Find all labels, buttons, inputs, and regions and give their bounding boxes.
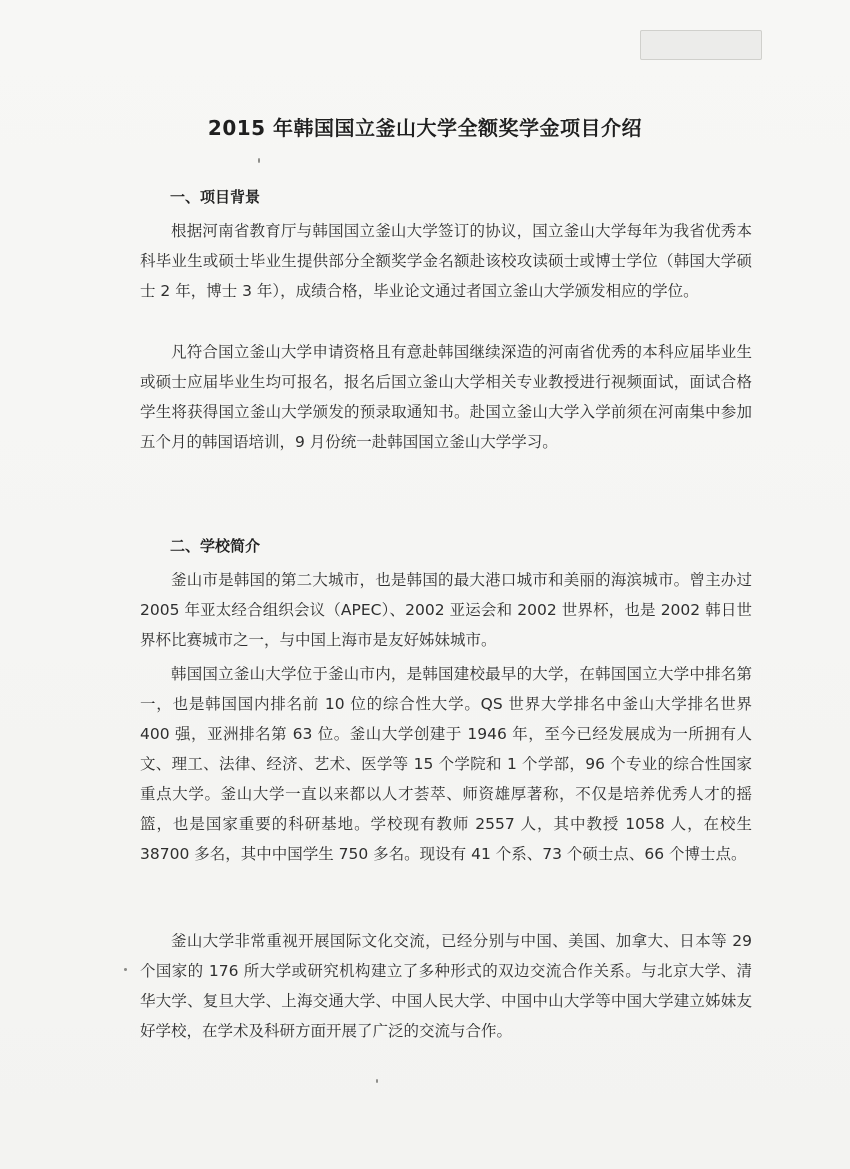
- scan-speck: [124, 968, 127, 971]
- paragraph-background-1: 根据河南省教育厅与韩国国立釜山大学签订的协议，国立釜山大学每年为我省优秀本科毕业生或硕士毕业生提供部分全额奖学金名额赴该校攻读硕士或博士学位（韩国大学硕士 2 年，博士 3 年），成绩合格，毕业论文通过者国立釜山大学颁发相应的学位。: [140, 222, 752, 300]
- scan-speck: [376, 1079, 378, 1083]
- scan-speck: [258, 158, 260, 163]
- paragraph-school-3: 釜山大学非常重视开展国际文化交流，已经分别与中国、美国、加拿大、日本等 29 个国家的 176 所大学或研究机构建立了多种形式的双边交流合作关系。与北京大学、清华大学、复旦大学、上海交通大学、中国人民大学、中国中山大学等中国大学建立姊妹友好学校，在学术及科研方面开展了广泛的交流与合作。: [140, 932, 752, 1040]
- stamp-mark: [640, 30, 762, 60]
- paragraph-school-2: 韩国国立釜山大学位于釜山市内，是韩国建校最早的大学，在韩国国立大学中排名第一，也是韩国国内排名前 10 位的综合性大学。QS 世界大学排名中釜山大学排名世界 400 强，亚洲排名第 63 位。釜山大学创建于 1946 年，至今已经发展成为一所拥有人文、理工、法律、经济、艺术、医学等 15 个学院和 1 个学部，96 个专业的综合性国家重点大学。釜山大学一直以来都以人才荟萃、师资雄厚著称，不仅是培养优秀人才的摇篮，也是国家重要的科研基地。学校现有教师 2557 人，其中教授 1058 人，在校生 38700 多名，其中中国学生 750 多名。现设有 41 个系、73 个硕士点、66 个博士点。: [140, 665, 752, 863]
- section-heading-background: 一、项目背景: [170, 188, 261, 206]
- document-title: 2015 年韩国国立釜山大学全额奖学金项目介绍: [207, 116, 643, 140]
- section-heading-school: 二、学校简介: [170, 537, 261, 555]
- paragraph-background-2: 凡符合国立釜山大学申请资格且有意赴韩国继续深造的河南省优秀的本科应届毕业生或硕士应届毕业生均可报名，报名后国立釜山大学相关专业教授进行视频面试，面试合格学生将获得国立釜山大学颁发的预录取通知书。赴国立釜山大学入学前须在河南集中参加五个月的韩国语培训，9 月份统一赴韩国国立釜山大学学习。: [140, 343, 752, 451]
- paragraph-school-1: 釜山市是韩国的第二大城市，也是韩国的最大港口城市和美丽的海滨城市。曾主办过 2005 年亚太经合组织会议（APEC）、2002 亚运会和 2002 世界杯，也是 2002 韩日世界杯比赛城市之一，与中国上海市是友好姊妹城市。: [140, 571, 752, 649]
